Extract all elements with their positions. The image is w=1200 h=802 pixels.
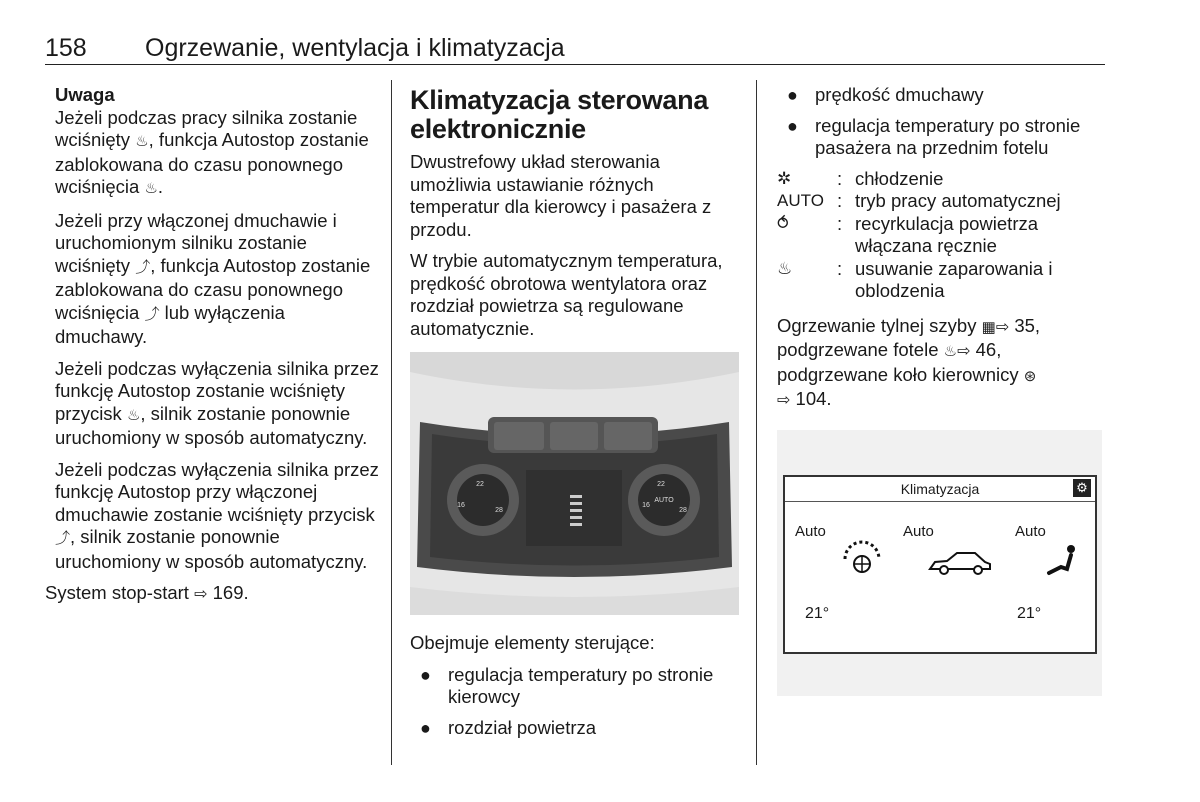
column-1 (45, 84, 380, 616)
list-item: ● rozdział powietrza (420, 716, 597, 738)
reference-arrow-icon: ⇨ (957, 343, 971, 360)
fan-auto-label: Auto (903, 522, 934, 540)
screen-title-bar (785, 477, 1095, 502)
paragraph: Dwustrefowy układ sterowania umożliwia ustawianie różnych temperatur dla kierowcy i pasażera z przodu. (410, 151, 712, 240)
auto-label: AUTO (777, 191, 824, 210)
cross-reference[interactable]: Ogrzewanie tylnej szyby ▦⇨ 35, (777, 315, 1107, 340)
bullet-icon: ● (787, 85, 798, 105)
column-divider (391, 80, 392, 765)
list-item: ● regulacja temperatury po stronie pasażera na przednim fotelu (787, 114, 1081, 158)
reference-arrow-icon: ⇨ (777, 392, 791, 409)
note-paragraph: Jeżeli podczas pracy silnika zostanie wciśnięty ♨, funkcja Autostop zostanie zablokowana do czasu ponownego wciśnięcia ♨. (55, 107, 380, 201)
column-3 (777, 84, 1107, 696)
climate-screen (783, 475, 1097, 654)
list-item: ● prędkość dmuchawy (787, 84, 984, 105)
note-box (55, 84, 380, 573)
bullet-icon: ● (420, 664, 431, 685)
note-paragraph: Jeżeli podczas wyłączenia silnika przez funkcję Autostop przy włączonej dmuchawie zostanie wciśnięty przycisk ⤴, silnik zostanie ponownie uruchomiony w sposób automatyczny. (55, 458, 379, 572)
defrost-icon: ♨ (777, 258, 793, 278)
legend-row: ✲ : chłodzenie (777, 167, 944, 189)
right-dial-auto-label: AUTO (654, 497, 674, 504)
left-dial-top-label: 22 (476, 481, 484, 488)
legend-row: AUTO : tryb pracy automatycznej (777, 190, 1061, 211)
legend-row: ♨ : usuwanie zaparowania i oblodzenia (777, 257, 1053, 301)
right-dial-top-label: 22 (657, 481, 665, 488)
column-2 (410, 86, 743, 747)
passenger-temperature: 21° (1017, 604, 1042, 622)
note-paragraph: Jeżeli podczas wyłączenia silnika przez funkcję Autostop zostanie wciśnięty przycisk ♨, silnik zostanie ponownie uruchomiony w sposób automatyczny. (55, 357, 379, 448)
passenger-auto-label: Auto (1015, 522, 1046, 540)
controls-list (410, 664, 743, 740)
right-dial-right-label: 28 (679, 507, 687, 514)
defrost-icon: ♨ (135, 133, 149, 150)
reference-arrow-icon: ⇨ (995, 318, 1010, 336)
right-dial-left-label: 16 (642, 502, 650, 509)
cross-reference[interactable]: System stop-start ⇨ 169. (45, 582, 249, 603)
recirculation-icon: ⥀ (777, 213, 789, 233)
paragraph: W trybie automatycznym temperatura, prędkość obrotowa wentylatora oraz rozdział powietrza są regulowane automatycznie. (410, 250, 723, 339)
defrost-icon: ♨ (144, 180, 158, 197)
cross-reference[interactable]: podgrzewane koło kierownicy ⊛ ⇨ 104. (777, 363, 1037, 409)
page-title: Ogrzewanie, wentylacja i klimatyzacja (145, 34, 565, 62)
air-distribution-car-icon (927, 549, 993, 577)
note-title: Uwaga (55, 84, 115, 105)
list-item: ● regulacja temperatury po stronie kierowcy (420, 663, 714, 707)
symbol-legend (777, 168, 1107, 303)
windscreen-airflow-icon: ⤴ (144, 305, 160, 323)
cross-references (777, 315, 1107, 413)
infotainment-screen-image (777, 430, 1102, 696)
bullet-icon: ● (420, 717, 431, 738)
bullet-icon: ● (787, 115, 798, 136)
section-heading: Klimatyzacja sterowana elektronicznie (410, 85, 709, 144)
defrost-icon: ♨ (126, 406, 141, 424)
screen-title: Klimatyzacja (900, 480, 980, 497)
note-paragraph: Jeżeli przy włączonej dmuchawie i uruchomionym silniku zostanie wciśnięty ⤴, funkcja Autostop zostanie zablokowana do czasu ponownego wciśnięcia ⤴ lub wyłączenia dmuchawy. (55, 209, 371, 347)
page-number: 158 (45, 34, 87, 62)
windscreen-airflow-icon: ⤴ (55, 530, 71, 547)
cooling-icon: ✲ (777, 168, 792, 188)
heated-steering-wheel-icon: ⊛ (1023, 367, 1037, 385)
seat-airflow-icon (1045, 543, 1079, 577)
cross-reference[interactable]: podgrzewane fotele ♨⇨ 46, (777, 339, 1107, 364)
rear-window-heating-icon: ▦ (981, 318, 996, 336)
page-header (45, 34, 1105, 65)
windscreen-airflow-icon: ⤴ (135, 258, 151, 276)
climate-control-panel-photo (410, 352, 739, 615)
driver-temperature: 21° (805, 604, 830, 622)
controls-list-continued (777, 84, 1107, 160)
left-dial-left-label: 16 (457, 502, 465, 509)
settings-gear-icon[interactable]: ⚙ (1073, 479, 1091, 497)
legend-row: ⥀ : recyrkulacja powietrza włączana ręcznie (777, 212, 1039, 256)
driver-auto-label: Auto (795, 522, 826, 540)
reference-arrow-icon: ⇨ (194, 586, 208, 603)
left-dial-right-label: 28 (495, 507, 503, 514)
heated-seat-icon: ♨ (943, 343, 958, 360)
fan-speed-icon (837, 539, 887, 579)
column-divider (756, 80, 757, 765)
paragraph: Obejmuje elementy sterujące: (410, 632, 655, 653)
